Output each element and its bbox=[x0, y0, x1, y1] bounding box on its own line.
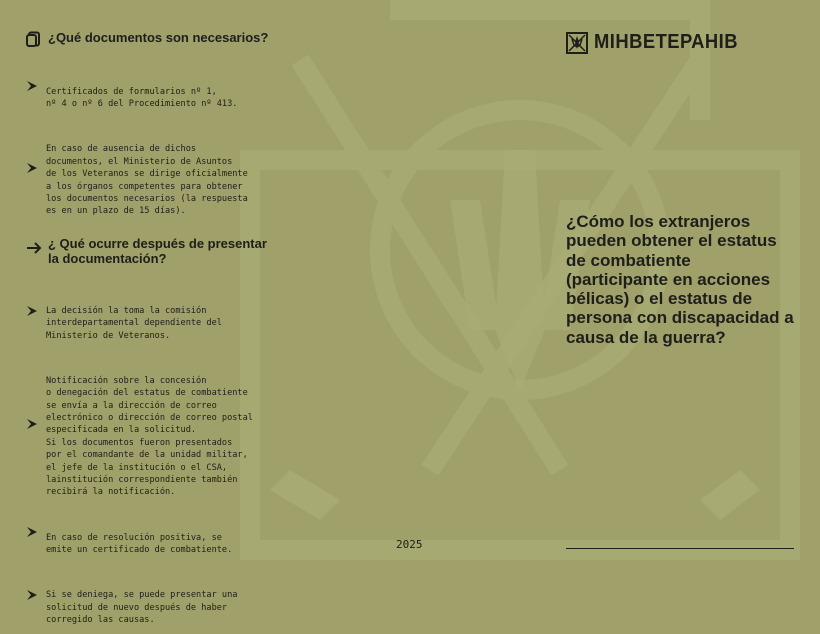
publication-year: 2025 bbox=[396, 538, 423, 551]
list-item bbox=[26, 350, 276, 499]
chevron-right-icon bbox=[26, 305, 38, 317]
section-next-steps-title: ¿ Qué ocurre después de presentar la documentación? bbox=[48, 235, 267, 266]
trident-emblem-icon bbox=[566, 32, 588, 54]
section-documents-title: ¿Qué documentos son necesarios? bbox=[48, 30, 269, 45]
chevron-right-icon bbox=[26, 80, 38, 92]
info-column bbox=[26, 30, 276, 634]
list-item-text: En caso de resolución positiva, se emite un certificado de combatiente. bbox=[46, 532, 233, 555]
document-icon bbox=[26, 31, 42, 47]
list-item-text: Si se deniega, se puede presentar una solicitud de nuevo después de haber corregido las causas. bbox=[46, 590, 238, 626]
ministry-name: МІНВЕТЕРАНІВ bbox=[594, 31, 738, 53]
ministry-logo bbox=[566, 31, 750, 54]
chevron-right-icon bbox=[26, 162, 38, 174]
divider-line bbox=[566, 548, 794, 549]
chevron-right-icon bbox=[26, 589, 38, 601]
list-item bbox=[26, 507, 276, 557]
list-item bbox=[26, 280, 276, 342]
chevron-right-icon bbox=[26, 526, 38, 538]
list-item bbox=[26, 564, 276, 626]
arrow-right-icon bbox=[26, 240, 42, 256]
cover-title: ¿Cómo los extranjeros pueden obtener el estatus de combatiente (participante en acciones bélicas) o el estatus de persona con discapacidad a causa de la guerra? bbox=[566, 212, 794, 347]
list-item bbox=[26, 61, 276, 111]
chevron-right-icon bbox=[26, 418, 38, 430]
list-item-text: Certificados de formularios nº 1, nº 4 o nº 6 del Procedimiento nº 413. bbox=[46, 86, 238, 110]
list-item bbox=[26, 119, 276, 218]
section-next-steps-heading bbox=[26, 236, 276, 266]
section-documents-heading bbox=[26, 30, 276, 47]
list-item-text: Notificación sobre la concesión o denegación del estatus de combatiente se envía a la dirección de correo electrónico o dirección de correo postal especificada en la solicitud. Si los documentos fueron presentados por el comandante de la unidad militar, el jefe de la institución o el CSA, lainstitución correspondiente también recibirá la notificación. bbox=[46, 375, 253, 498]
list-item-text: En caso de ausencia de dichos documentos, el Ministerio de Asuntos de los Veteranos se dirige oficialmente a los órganos competentes para obtener los documentos necesarios (la respuesta es en un plazo de 15 días). bbox=[46, 144, 248, 217]
list-item-text: La decisión la toma la comisión interdepartamental dependiente del Ministerio de Veteranos. bbox=[46, 305, 222, 341]
